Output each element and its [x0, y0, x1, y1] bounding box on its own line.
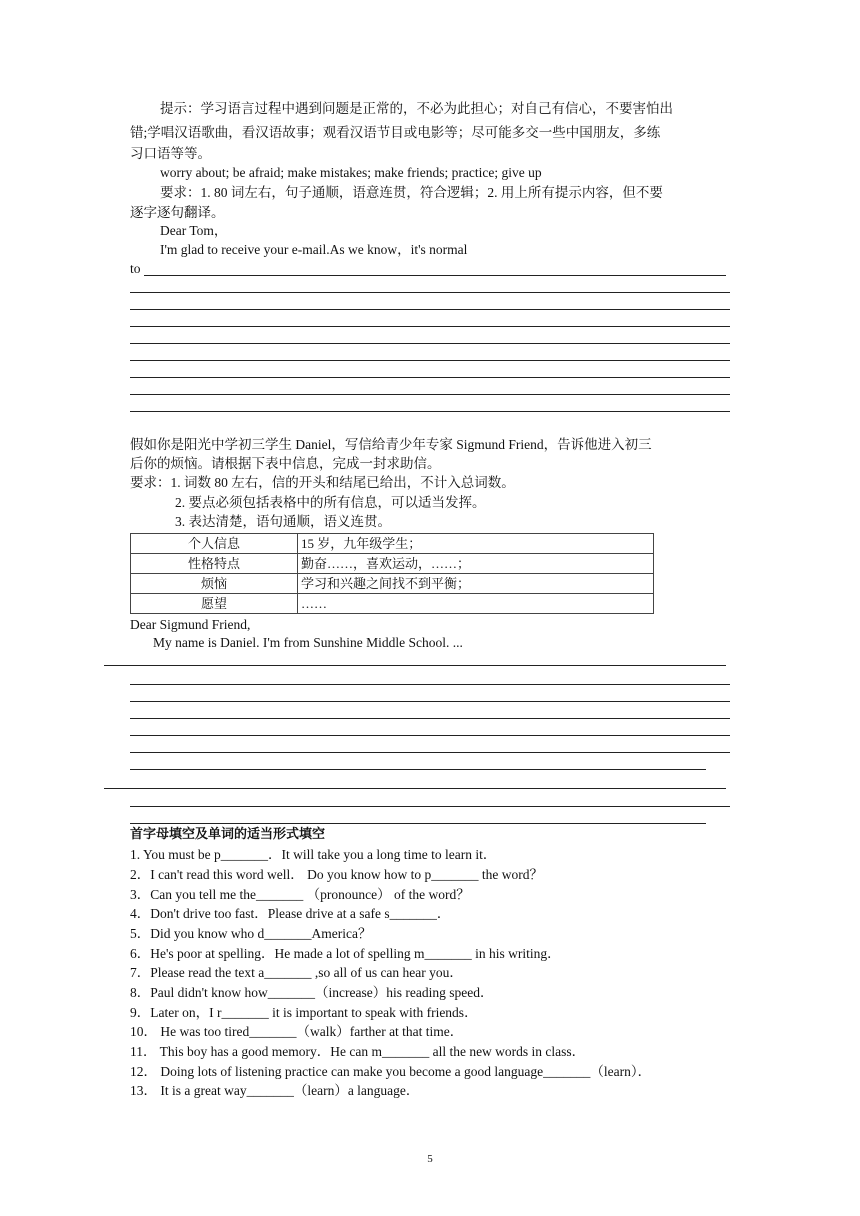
page-number: 5: [427, 1153, 433, 1165]
table-value: 学习和兴趣之间找不到平衡；: [298, 574, 654, 594]
exercise-item: 11． This boy has a good memory．He can m_______ all the new words in class．: [130, 1044, 586, 1059]
table-value: ……: [298, 594, 654, 614]
hint-line-2: 错;学唱汉语歌曲，看汉语故事；观看汉语节目或电影等；尽可能多交一些中国朋友，多练: [130, 125, 661, 140]
exercise-item: 4．Don't drive too fast．Please drive at a safe s_______．: [130, 906, 451, 921]
letter-greeting: Dear Sigmund Friend,: [130, 617, 251, 632]
phrase-list: worry about; be afraid; make mistakes; make friends; practice; give up: [160, 165, 542, 180]
table-label: 个人信息: [131, 534, 298, 554]
answer-line[interactable]: [130, 326, 730, 327]
requirement-line-2: 逐字逐句翻译。: [130, 205, 225, 220]
answer-line[interactable]: [130, 684, 730, 685]
answer-line[interactable]: [130, 735, 730, 736]
answer-line[interactable]: [130, 752, 730, 753]
info-table: [130, 533, 654, 614]
answer-line[interactable]: [130, 343, 730, 344]
prompt-line-2: 后你的烦恼。请根据下表中信息，完成一封求助信。: [130, 456, 441, 471]
letter-opening: My name is Daniel. I'm from Sunshine Middle School. ...: [153, 635, 463, 650]
requirement-3: 3. 表达清楚，语句通顺，语义连贯。: [175, 514, 391, 529]
hint-line-1: 提示：学习语言过程中遇到问题是正常的，不必为此担心；对自己有信心，不要害怕出: [160, 101, 673, 116]
table-row: [131, 534, 654, 554]
answer-line[interactable]: [130, 309, 730, 310]
table-row: [131, 594, 654, 614]
answer-line[interactable]: [130, 769, 706, 770]
answer-line[interactable]: [130, 806, 730, 807]
prompt-line-1: 假如你是阳光中学初三学生 Daniel，写信给青少年专家 Sigmund Friend，告诉他进入初三: [130, 437, 652, 452]
exercise-item: 1. You must be p_______．It will take you a long time to learn it．: [130, 847, 497, 862]
exercise-item: 9．Later on，I r_______ it is important to speak with friends．: [130, 1005, 478, 1020]
answer-line[interactable]: [130, 718, 730, 719]
letter-opening: I'm glad to receive your e-mail.As we know，it's normal: [160, 242, 468, 257]
answer-line[interactable]: [130, 377, 730, 378]
exercise-item: 5．Did you know who d_______America？: [130, 926, 372, 941]
requirement-1: 要求：1. 词数 80 左右，信的开头和结尾已给出，不计入总词数。: [130, 475, 515, 490]
exercise-item: 6．He's poor at spelling．He made a lot of spelling m_______ in his writing．: [130, 946, 561, 961]
exercise-item: 13． It is a great way_______（learn）a language．: [130, 1083, 420, 1098]
table-value: 勤奋……，喜欢运动，……；: [298, 554, 654, 574]
exercise-item: 8．Paul didn't know how_______（increase）his reading speed．: [130, 985, 494, 1000]
requirement-2: 2. 要点必须包括表格中的所有信息，可以适当发挥。: [175, 495, 486, 510]
answer-line[interactable]: [104, 788, 726, 789]
answer-line[interactable]: [130, 360, 730, 361]
answer-line[interactable]: [144, 275, 726, 276]
answer-line[interactable]: [130, 394, 730, 395]
hint-line-3: 习口语等等。: [130, 146, 211, 161]
exercise-item: 10． He was too tired_______（walk）farther at that time．: [130, 1024, 464, 1039]
table-value: 15 岁，九年级学生；: [298, 534, 654, 554]
table-row: [131, 574, 654, 594]
answer-line[interactable]: [104, 665, 726, 666]
exercise-item: 12． Doing lots of listening practice can make you become a good language_______（learn）．: [130, 1064, 652, 1079]
answer-line[interactable]: [130, 701, 730, 702]
table-label: 愿望: [131, 594, 298, 614]
requirement-line-1: 要求：1. 80 词左右，句子通顺，语意连贯，符合逻辑；2. 用上所有提示内容，但不要: [160, 185, 663, 200]
to-prefix: to: [130, 261, 141, 276]
exercise-item: 7．Please read the text a_______ ,so all of us can hear you．: [130, 965, 463, 980]
section-title: 首字母填空及单词的适当形式填空: [130, 827, 326, 842]
answer-line[interactable]: [130, 292, 730, 293]
letter-greeting: Dear Tom，: [160, 223, 228, 238]
table-label: 烦恼: [131, 574, 298, 594]
answer-line[interactable]: [130, 411, 730, 412]
exercise-item: 2．I can't read this word well． Do you know how to p_______ the word？: [130, 867, 543, 882]
answer-line[interactable]: [130, 823, 706, 824]
table-label: 性格特点: [131, 554, 298, 574]
exercise-item: 3．Can you tell me the_______ （pronounce） of the word？: [130, 887, 470, 902]
table-row: [131, 554, 654, 574]
